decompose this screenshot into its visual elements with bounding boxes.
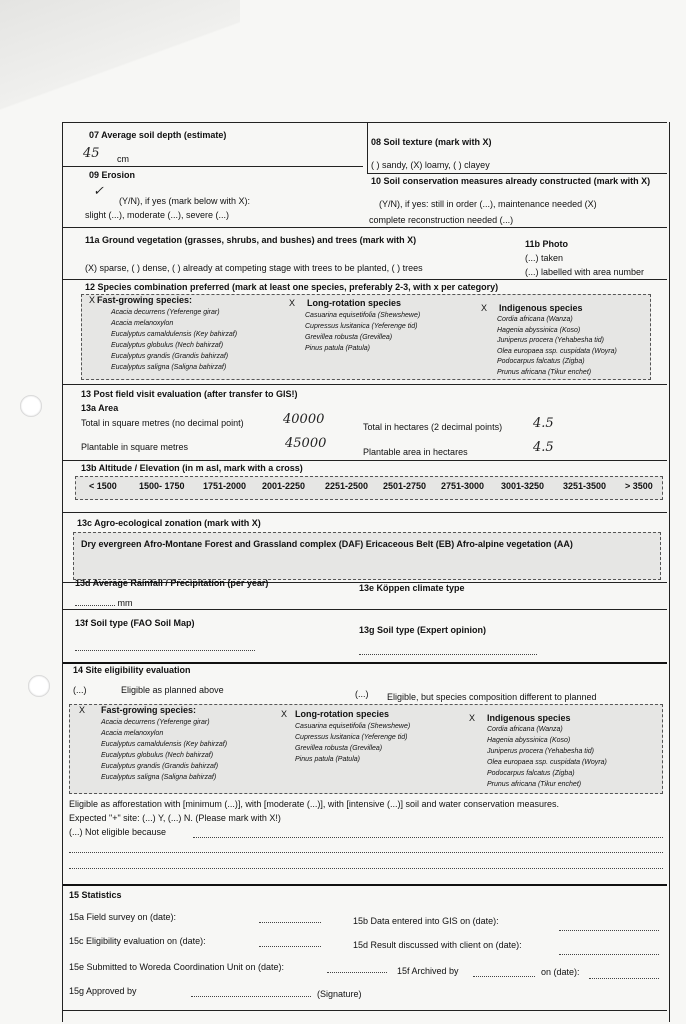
s13d-title: 13d Average Rainfall / Precipitation (per year) (75, 578, 269, 588)
s13c-title: 13c Agro-ecological zonation (mark with X) (77, 518, 261, 528)
s11b-opt2[interactable]: (...) labelled with area number (525, 267, 645, 277)
species-item[interactable]: Olea europaea ssp. cuspidata (Woyra) (487, 759, 607, 766)
species-item[interactable]: Cupressus lusitanica (Yeferenge tid) (295, 734, 408, 741)
s15d-field[interactable] (559, 954, 659, 955)
species-item[interactable]: Hagenia abyssinica (Koso) (497, 326, 581, 334)
s09-line1: (Y/N), if yes (mark below with X): (119, 196, 251, 206)
species-item[interactable]: Eucalyptus globulus (Nech bahirzaf) (101, 752, 214, 759)
species-item[interactable]: Cordia africana (Wanza) (497, 316, 573, 323)
species-item[interactable]: Hagenia abyssinica (Koso) (487, 737, 571, 744)
s14-aff3[interactable]: (...) Not eligible because (69, 827, 167, 837)
species-item[interactable]: Acacia melanoxylon (101, 730, 164, 737)
s13d-value[interactable] (75, 598, 133, 609)
altitude-range[interactable]: 3001-3250 (501, 481, 545, 491)
s13a-plant-sqm-value: 45000 (285, 436, 327, 451)
s14-reason-line[interactable] (69, 852, 663, 853)
s15a-field[interactable] (259, 922, 321, 923)
species-item[interactable]: Podocarpus falcatus (Zigba) (487, 770, 575, 777)
field-form (62, 122, 670, 1022)
species-item[interactable]: Prunus africana (Tikur enchet) (487, 781, 582, 788)
s15f-field[interactable] (473, 976, 535, 977)
s10-title: 10 Soil conservation measures already constructed (mark with X) (371, 176, 651, 186)
s12-indig-head: Indigenous species (499, 303, 583, 313)
s12-long-mark: X (289, 298, 296, 308)
species-item[interactable]: Podocarpus falcatus (Zigba) (497, 358, 585, 365)
s11a-options[interactable]: (X) sparse, ( ) dense, ( ) already at competing stage with trees to be planted, ( ) trees (85, 263, 423, 273)
s09-line2[interactable]: slight (...), moderate (...), severe (...) (85, 210, 230, 220)
species-item[interactable]: Casuarina equisetifolia (Shewshewe) (295, 723, 411, 730)
s13c-zones[interactable]: Dry evergreen Afro-Montane Forest and Grassland complex (DAF) Ericaceous Belt (EB) Afro-alpine vegetation (AA) (81, 539, 573, 549)
s15e-field[interactable] (327, 972, 387, 973)
s15c: 15c Eligibility evaluation on (date): (69, 936, 206, 946)
s09-title: 09 Erosion (89, 170, 136, 180)
s13g-title: 13g Soil type (Expert opinion) (359, 625, 487, 635)
s07-value: 45 (83, 146, 100, 161)
s12-long-head: Long-rotation species (307, 298, 402, 308)
s15a: 15a Field survey on (date): (69, 912, 177, 922)
species-item[interactable]: Eucalyptus saligna (Saligna bahirzaf) (111, 364, 227, 371)
s14-long-head: Long-rotation species (295, 709, 390, 719)
species-item[interactable]: Grevillea robusta (Grevillea) (295, 745, 383, 752)
s13b-title: 13b Altitude / Elevation (in m asl, mark with a cross) (81, 463, 303, 473)
s14-reason-line[interactable] (193, 837, 663, 838)
s13d-unit: mm (117, 598, 133, 608)
s13-title: 13 Post field visit evaluation (after transfer to GIS!) (81, 389, 298, 399)
s12-indig-mark: X (481, 303, 488, 313)
s15g: 15g Approved by (69, 986, 137, 996)
altitude-range[interactable]: > 3500 (625, 481, 653, 491)
species-item[interactable]: Juniperus procera (Yehabesha tid) (487, 748, 595, 755)
s13a-total-sqm: Total in square metres (no decimal point) (81, 418, 244, 428)
species-item[interactable]: Grevillea robusta (Grevillea) (305, 334, 393, 341)
species-item[interactable]: Eucalyptus camaldulensis (Key bahirzaf) (101, 741, 228, 748)
altitude-range[interactable]: 2501-2750 (383, 481, 427, 491)
altitude-range[interactable]: 2251-2500 (325, 481, 369, 491)
species-item[interactable]: Acacia decurrens (Yeferenge girar) (111, 309, 220, 316)
s15g-field[interactable] (191, 996, 311, 997)
species-item[interactable]: Eucalyptus globulus (Nech bahirzaf) (111, 342, 224, 349)
altitude-range[interactable]: 1500- 1750 (139, 481, 185, 491)
s13g-field[interactable] (359, 654, 537, 655)
s09-mark: ✓ (93, 184, 104, 199)
s13f-field[interactable] (75, 650, 255, 651)
s15e: 15e Submitted to Woreda Coordination Unit on (date): (69, 962, 284, 972)
s14-reason-line[interactable] (69, 868, 663, 869)
s14-opt2-check[interactable]: (...) (355, 689, 369, 699)
s13f-title: 13f Soil type (FAO Soil Map) (75, 618, 195, 628)
s14-title: 14 Site eligibility evaluation (73, 665, 191, 675)
s14-indig-head: Indigenous species (487, 713, 571, 723)
s13a-total-sqm-value: 40000 (283, 412, 325, 427)
s13a-plant-sqm: Plantable in square metres (81, 442, 189, 452)
s11a-title: 11a Ground vegetation (grasses, shrubs, and bushes) and trees (mark with X) (85, 235, 417, 245)
s07-title: 07 Average soil depth (estimate) (89, 130, 227, 140)
s15b-field[interactable] (559, 930, 659, 931)
punch-hole (20, 395, 42, 417)
species-item[interactable]: Eucalyptus saligna (Saligna bahirzaf) (101, 774, 217, 781)
altitude-range[interactable]: 2001-2250 (262, 481, 306, 491)
s13a-title: 13a Area (81, 403, 119, 413)
species-item[interactable]: Pinus patula (Patula) (305, 345, 370, 352)
s10-line2[interactable]: complete reconstruction needed (...) (369, 215, 514, 225)
s15-title: 15 Statistics (69, 890, 122, 900)
s13e-value[interactable] (359, 602, 395, 613)
species-item[interactable]: Casuarina equisetifolia (Shewshewe) (305, 312, 421, 319)
s08-title: 08 Soil texture (mark with X) (371, 137, 492, 147)
s15f-date-field[interactable] (589, 978, 659, 979)
s15d: 15d Result discussed with client on (date): (353, 940, 522, 950)
s14-aff1[interactable]: Eligible as afforestation with [minimum (...)], with [moderate (...)], with [intensive (...)] soil and water conservation measures. (69, 799, 560, 809)
s15b: 15b Data entered into GIS on (date): (353, 916, 499, 926)
punch-hole (28, 675, 50, 697)
species-item[interactable]: Eucalyptus grandis (Grandis bahirzaf) (111, 353, 229, 360)
s14-indig-mark: X (469, 713, 476, 723)
species-item[interactable]: Acacia decurrens (Yeferenge girar) (101, 719, 210, 726)
s15c-field[interactable] (259, 946, 321, 947)
s07-unit: cm (117, 154, 129, 164)
species-item[interactable]: Cupressus lusitanica (Yeferenge tid) (305, 323, 418, 330)
species-item[interactable]: Juniperus procera (Yehabesha tid) (497, 337, 605, 344)
s15f-on: on (date): (541, 967, 580, 977)
s15g-sig: (Signature) (317, 989, 362, 999)
s13a-total-ha-value: 4.5 (533, 416, 554, 431)
altitude-range[interactable]: 3251-3500 (563, 481, 607, 491)
s12-fast-mark: X (89, 295, 96, 305)
s10-line1[interactable]: (Y/N), if yes: still in order (...), maintenance needed (X) (379, 199, 597, 209)
s12-title: 12 Species combination preferred (mark at least one species, preferably 2-3, with x per category) (85, 282, 499, 292)
species-item[interactable]: Pinus patula (Patula) (295, 756, 360, 763)
s14-fast-head: Fast-growing species: (101, 705, 197, 715)
altitude-range[interactable]: 2751-3000 (441, 481, 485, 491)
species-item[interactable]: Acacia melanoxylon (111, 320, 174, 327)
s13a-plant-ha: Plantable area in hectares (363, 447, 468, 457)
s14-long-mark: X (281, 709, 288, 719)
species-item[interactable]: Eucalyptus camaldulensis (Key bahirzaf) (111, 331, 238, 338)
s14-opt2: Eligible, but species composition different to planned (387, 692, 597, 702)
s13a-total-ha: Total in hectares (2 decimal points) (363, 422, 503, 432)
s11b-opt1[interactable]: (...) taken (525, 253, 564, 263)
page-fold-shadow (0, 0, 240, 110)
s15f: 15f Archived by (397, 966, 459, 976)
s14-opt1-check[interactable]: (...) (73, 685, 87, 695)
s13e-title: 13e Köppen climate type (359, 583, 465, 593)
s13a-plant-ha-value: 4.5 (533, 440, 554, 455)
s11b-title: 11b Photo (525, 239, 569, 249)
species-item[interactable]: Olea europaea ssp. cuspidata (Woyra) (497, 347, 617, 355)
s14-fast-mark: X (79, 705, 86, 715)
s14-aff2[interactable]: Expected "+" site: (...) Y, (...) N. (Please mark with X!) (69, 813, 281, 823)
s14-opt1: Eligible as planned above (121, 685, 224, 695)
altitude-range[interactable]: 1751-2000 (203, 481, 247, 491)
species-item[interactable]: Eucalyptus grandis (Grandis bahirzaf) (101, 763, 219, 770)
species-item[interactable]: Prunus africana (Tikur enchet) (497, 368, 592, 376)
species-item[interactable]: Cordia africana (Wanza) (487, 726, 563, 733)
s12-fast-head: Fast-growing species: (97, 295, 193, 305)
s08-options[interactable]: ( ) sandy, (X) loamy, ( ) clayey (371, 160, 490, 170)
altitude-range[interactable]: < 1500 (89, 481, 117, 491)
